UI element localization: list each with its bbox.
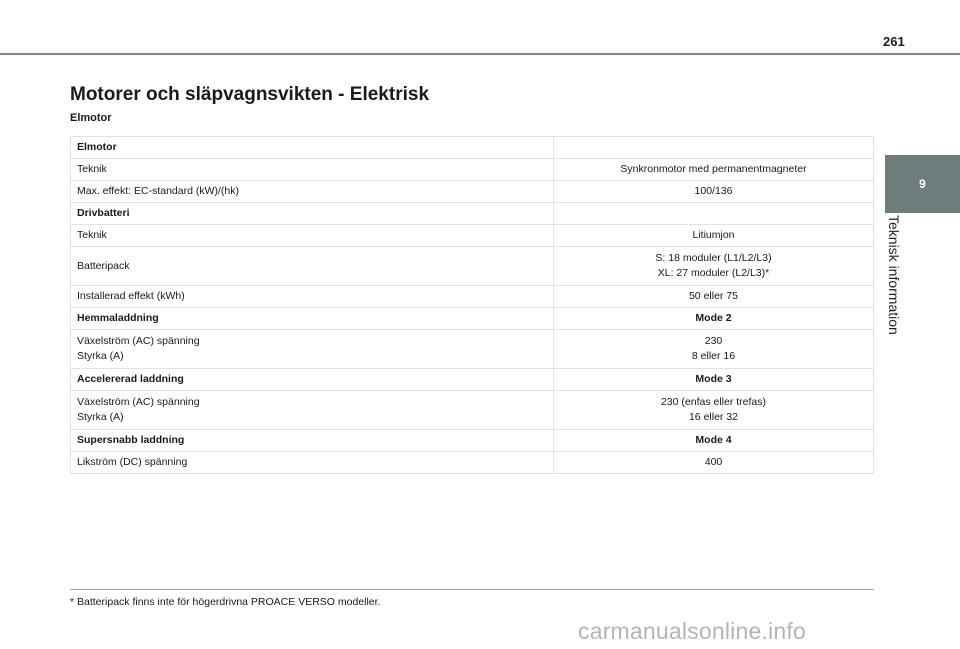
chapter-tab[interactable]: [885, 155, 960, 213]
table-row: [71, 225, 874, 247]
cell-label: Växelström (AC) spänning Styrka (A): [71, 391, 554, 430]
table-section-header: [71, 308, 874, 330]
cell-value: 230 (enfas eller trefas) 16 eller 32: [554, 391, 874, 430]
table-row: [71, 330, 874, 369]
table-section-header: [71, 430, 874, 452]
footnote: * Batteripack finns inte för högerdrivna PROACE VERSO modeller.: [70, 596, 381, 608]
cell-value: S: 18 moduler (L1/L2/L3) XL: 27 moduler (L2/L3)*: [554, 247, 874, 286]
cell-label: Växelström (AC) spänning Styrka (A): [71, 330, 554, 369]
table-section-header: [71, 137, 874, 159]
cell-value: 230 8 eller 16: [554, 330, 874, 369]
table-section-header: [71, 203, 874, 225]
cell-label: Installerad effekt (kWh): [71, 286, 554, 308]
table-row: [71, 247, 874, 286]
cell-label: Teknik: [71, 225, 554, 247]
cell-value: 400: [554, 452, 874, 474]
footnote-rule: [70, 589, 874, 590]
cell-value: [554, 137, 874, 159]
cell-value: 100/136: [554, 181, 874, 203]
chapter-number: 9: [919, 177, 926, 191]
cell-label: Elmotor: [71, 137, 554, 159]
chapter-label-text: Teknisk information: [886, 215, 902, 335]
cell-label: Batteripack: [71, 247, 554, 286]
cell-value: [554, 203, 874, 225]
spec-table: [70, 136, 874, 474]
table-row: [71, 391, 874, 430]
cell-value: Mode 2: [554, 308, 874, 330]
cell-value: Synkronmotor med permanentmagneter: [554, 159, 874, 181]
cell-value: Mode 3: [554, 369, 874, 391]
cell-value: 50 eller 75: [554, 286, 874, 308]
header-rule: [0, 53, 960, 55]
section-subtitle: Elmotor: [70, 112, 112, 124]
cell-label: Hemmaladdning: [71, 308, 554, 330]
cell-label: Supersnabb laddning: [71, 430, 554, 452]
cell-value: Litiumjon: [554, 225, 874, 247]
cell-value: Mode 4: [554, 430, 874, 452]
table-row: [71, 181, 874, 203]
chapter-label: [870, 215, 930, 365]
page-number: 261: [883, 34, 905, 49]
cell-label: Teknik: [71, 159, 554, 181]
cell-label: Accelererad laddning: [71, 369, 554, 391]
cell-label: Drivbatteri: [71, 203, 554, 225]
cell-label: Likström (DC) spänning: [71, 452, 554, 474]
page-title: Motorer och släpvagnsvikten - Elektrisk: [70, 84, 430, 105]
table-row: [71, 159, 874, 181]
watermark: carmanualsonline.info: [578, 618, 806, 644]
cell-label: Max. effekt: EC-standard (kW)/(hk): [71, 181, 554, 203]
table-row: [71, 452, 874, 474]
table-row: [71, 286, 874, 308]
table-section-header: [71, 369, 874, 391]
